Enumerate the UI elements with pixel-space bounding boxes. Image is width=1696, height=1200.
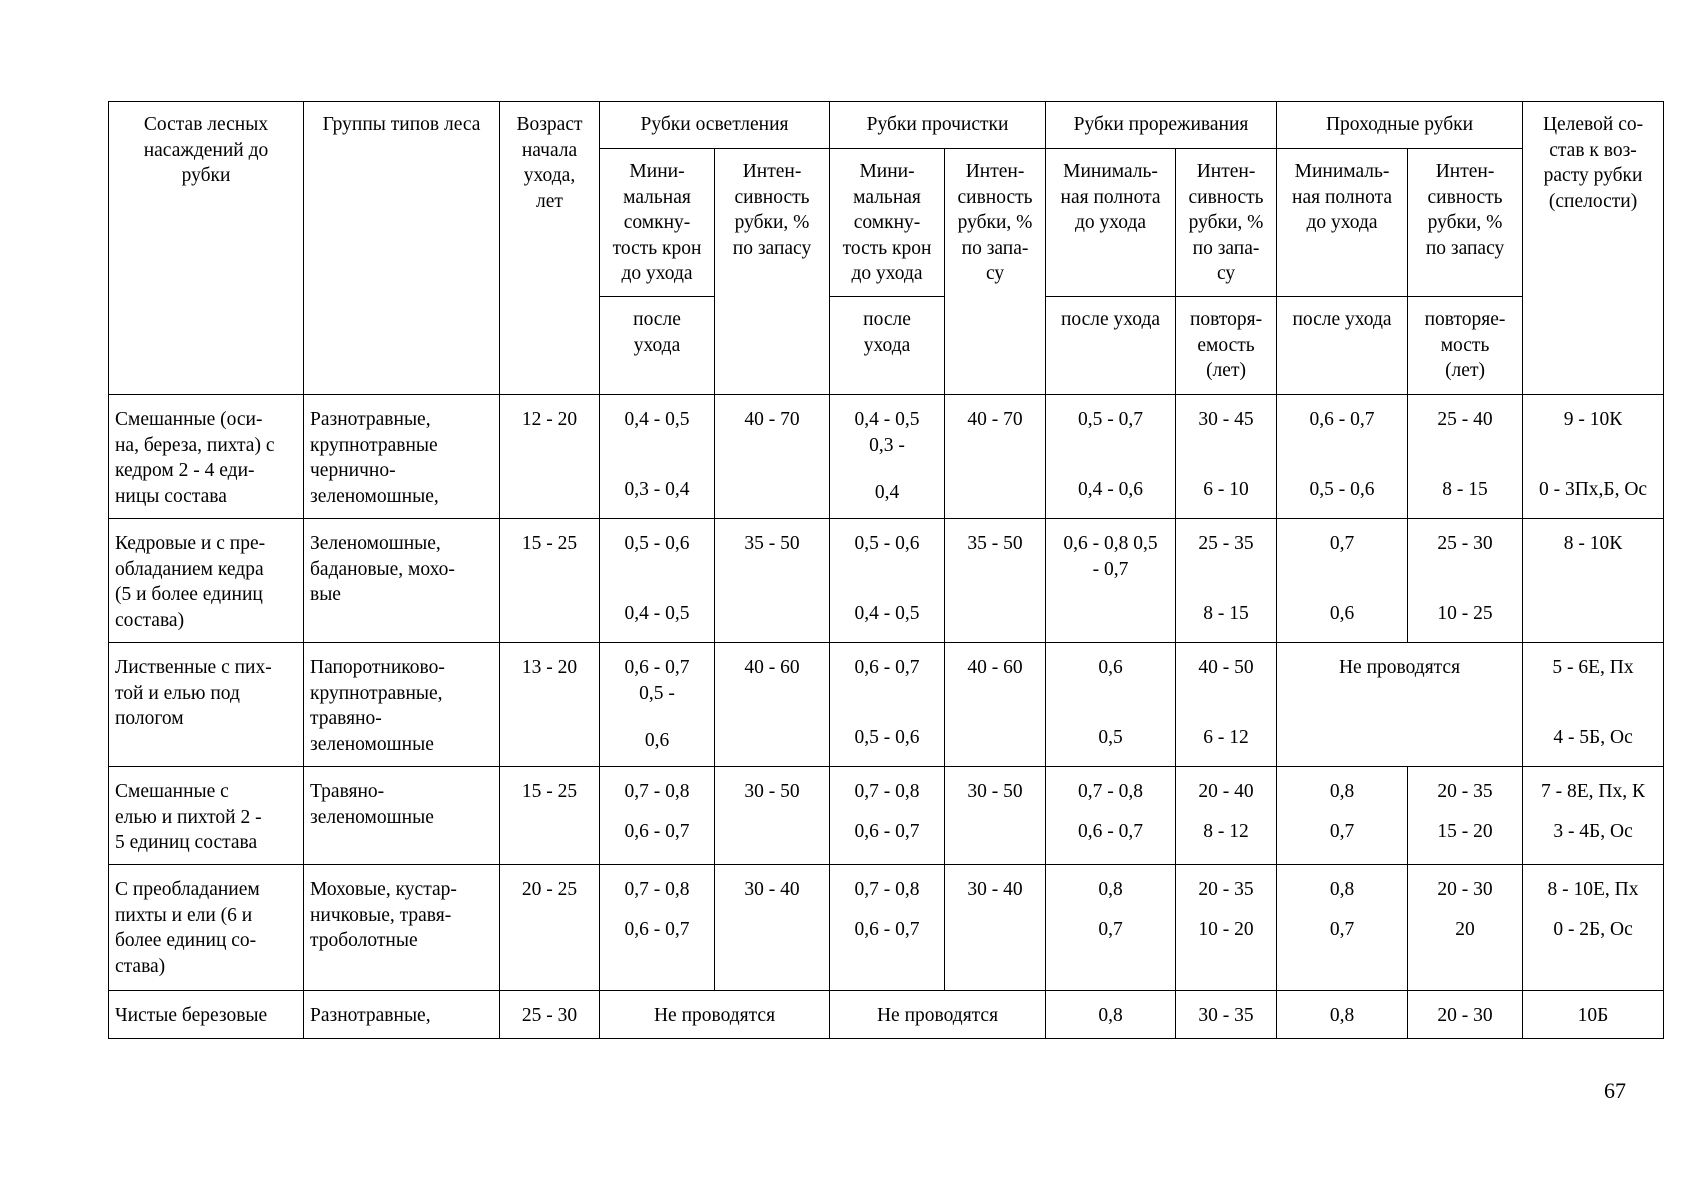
cell-thin-intensity: 20 - 40 8 - 12 xyxy=(1176,767,1277,865)
cell-light-intensity: 30 - 50 xyxy=(715,767,830,865)
cell-target: 7 - 8Е, Пх, К 3 - 4Б, Ос xyxy=(1523,767,1664,865)
cell-age: 13 - 20 xyxy=(500,643,600,767)
cell-pass-intensity: 25 - 40 8 - 15 xyxy=(1408,395,1523,519)
cell-age: 20 - 25 xyxy=(500,865,600,991)
header-clean-intensity: Интен- сивность рубки, % по запа- су xyxy=(945,149,1046,395)
header-light-thinning: Рубки осветления xyxy=(600,102,830,149)
header-age: Возраст начала ухода, лет xyxy=(500,102,600,395)
table-row xyxy=(109,519,1664,643)
cell-thin-density: 0,6 0,5 xyxy=(1046,643,1176,767)
cell-clean-intensity: 40 - 70 xyxy=(945,395,1046,519)
cell-age: 15 - 25 xyxy=(500,767,600,865)
cell-light-closure: 0,4 - 0,5 0,3 - 0,4 xyxy=(600,395,715,519)
cell-clean-intensity: 30 - 50 xyxy=(945,767,1046,865)
header-clean-after-care: после ухода xyxy=(830,297,945,395)
header-thin-min-density: Минималь- ная полнота до ухода xyxy=(1046,149,1176,297)
cell-target: 9 - 10К 0 - 3Пх,Б, Ос xyxy=(1523,395,1664,519)
cell-clean-closure: 0,4 - 0,5 0,3 - 0,4 xyxy=(830,395,945,519)
header-light-after-care: после ухода xyxy=(600,297,715,395)
header-pass-after-care: после ухода xyxy=(1277,297,1408,395)
cell-thin-density: 0,6 - 0,8 0,5 - 0,7 xyxy=(1046,519,1176,643)
cell-age: 25 - 30 xyxy=(500,991,600,1039)
cell-composition: Смешанные с елью и пихтой 2 - 5 единиц состава xyxy=(109,767,304,865)
table-row xyxy=(109,767,1664,865)
header-target-composition: Целевой со- став к воз- расту рубки (спелости) xyxy=(1523,102,1664,395)
cell-thin-density: 0,5 - 0,7 0,4 - 0,6 xyxy=(1046,395,1176,519)
cell-target: 8 - 10К xyxy=(1523,519,1664,643)
cell-clean-intensity: 40 - 60 xyxy=(945,643,1046,767)
table-row xyxy=(109,395,1664,519)
cell-light-not-performed: Не проводятся xyxy=(600,991,830,1039)
cell-pass-not-performed: Не проводятся xyxy=(1277,643,1523,767)
cell-forest-types: Папоротниково- крупнотравные, травяно- зеленомошные xyxy=(304,643,500,767)
header-cleaning: Рубки прочистки xyxy=(830,102,1046,149)
cell-light-intensity: 30 - 40 xyxy=(715,865,830,991)
cell-thin-intensity: 40 - 50 6 - 12 xyxy=(1176,643,1277,767)
cell-target: 5 - 6Е, Пх 4 - 5Б, Ос xyxy=(1523,643,1664,767)
cell-thin-density: 0,7 - 0,8 0,6 - 0,7 xyxy=(1046,767,1176,865)
cell-pass-density: 0,8 0,7 xyxy=(1277,767,1408,865)
cell-pass-density: 0,6 - 0,7 0,5 - 0,6 xyxy=(1277,395,1408,519)
cell-composition: Лиственные с пих- той и елью под пологом xyxy=(109,643,304,767)
cell-thin-intensity: 30 - 45 6 - 10 xyxy=(1176,395,1277,519)
cell-forest-types: Разнотравные, крупнотравные чернично- зеленомошные, xyxy=(304,395,500,519)
cell-pass-intensity: 25 - 30 10 - 25 xyxy=(1408,519,1523,643)
cell-age: 12 - 20 xyxy=(500,395,600,519)
cell-clean-intensity: 35 - 50 xyxy=(945,519,1046,643)
cell-light-intensity: 40 - 70 xyxy=(715,395,830,519)
cell-forest-types: Разнотравные, xyxy=(304,991,500,1039)
header-composition: Состав лесных насаждений до рубки xyxy=(109,102,304,395)
cell-thin-density: 0,8 xyxy=(1046,991,1176,1039)
cell-forest-types: Моховые, кустар- ничковые, травя- троболотные xyxy=(304,865,500,991)
header-thin-intensity: Интен- сивность рубки, % по запа- су xyxy=(1176,149,1277,297)
cell-pass-intensity: 20 - 35 15 - 20 xyxy=(1408,767,1523,865)
cell-composition: Смешанные (оси- на, береза, пихта) с кедром 2 - 4 еди- ницы состава xyxy=(109,395,304,519)
table-row xyxy=(109,643,1664,767)
header-forest-types: Группы типов леса xyxy=(304,102,500,395)
table-row xyxy=(109,991,1664,1039)
cell-clean-closure: 0,7 - 0,8 0,6 - 0,7 xyxy=(830,767,945,865)
cell-clean-closure: 0,5 - 0,6 0,4 - 0,5 xyxy=(830,519,945,643)
forest-care-table xyxy=(108,101,1664,1039)
cell-composition: Чистые березовые xyxy=(109,991,304,1039)
header-clean-min-closure: Мини- мальная сомкну- тость крон до ухода xyxy=(830,149,945,297)
cell-pass-density: 0,8 xyxy=(1277,991,1408,1039)
cell-thin-intensity: 30 - 35 xyxy=(1176,991,1277,1039)
cell-pass-density: 0,8 0,7 xyxy=(1277,865,1408,991)
header-pass-min-density: Минималь- ная полнота до ухода xyxy=(1277,149,1408,297)
cell-light-closure: 0,6 - 0,7 0,5 - 0,6 xyxy=(600,643,715,767)
header-thin-after-care: после ухода xyxy=(1046,297,1176,395)
page-number: 67 xyxy=(1604,1078,1626,1103)
cell-pass-density: 0,7 0,6 xyxy=(1277,519,1408,643)
cell-clean-closure: 0,7 - 0,8 0,6 - 0,7 xyxy=(830,865,945,991)
cell-forest-types: Зеленомошные, бадановые, мохо- вые xyxy=(304,519,500,643)
cell-age: 15 - 25 xyxy=(500,519,600,643)
cell-target: 10Б xyxy=(1523,991,1664,1039)
cell-composition: С преобладанием пихты и ели (6 и более единиц со- става) xyxy=(109,865,304,991)
header-pass-intensity: Интен- сивность рубки, % по запасу xyxy=(1408,149,1523,297)
cell-light-intensity: 40 - 60 xyxy=(715,643,830,767)
cell-clean-not-performed: Не проводятся xyxy=(830,991,1046,1039)
cell-light-closure: 0,7 - 0,8 0,6 - 0,7 xyxy=(600,767,715,865)
cell-target: 8 - 10Е, Пх 0 - 2Б, Ос xyxy=(1523,865,1664,991)
cell-thin-intensity: 20 - 35 10 - 20 xyxy=(1176,865,1277,991)
cell-forest-types: Травяно- зеленомошные xyxy=(304,767,500,865)
cell-light-intensity: 35 - 50 xyxy=(715,519,830,643)
cell-pass-intensity: 20 - 30 20 xyxy=(1408,865,1523,991)
table-row xyxy=(109,865,1664,991)
header-thin-repeatability: повторя- емость (лет) xyxy=(1176,297,1277,395)
cell-light-closure: 0,7 - 0,8 0,6 - 0,7 xyxy=(600,865,715,991)
cell-clean-closure: 0,6 - 0,7 0,5 - 0,6 xyxy=(830,643,945,767)
cell-pass-intensity: 20 - 30 xyxy=(1408,991,1523,1039)
header-pass-repeatability: повторяе- мость (лет) xyxy=(1408,297,1523,395)
cell-light-closure: 0,5 - 0,6 0,4 - 0,5 xyxy=(600,519,715,643)
header-thinning: Рубки прореживания xyxy=(1046,102,1277,149)
header-passing-cuts: Проходные рубки xyxy=(1277,102,1523,149)
header-light-min-closure: Мини- мальная сомкну- тость крон до ухода xyxy=(600,149,715,297)
cell-clean-intensity: 30 - 40 xyxy=(945,865,1046,991)
cell-composition: Кедровые и с пре- обладанием кедра (5 и более единиц состава) xyxy=(109,519,304,643)
header-light-intensity: Интен- сивность рубки, % по запасу xyxy=(715,149,830,395)
cell-thin-density: 0,8 0,7 xyxy=(1046,865,1176,991)
header-row-1 xyxy=(109,102,1664,149)
cell-thin-intensity: 25 - 35 8 - 15 xyxy=(1176,519,1277,643)
